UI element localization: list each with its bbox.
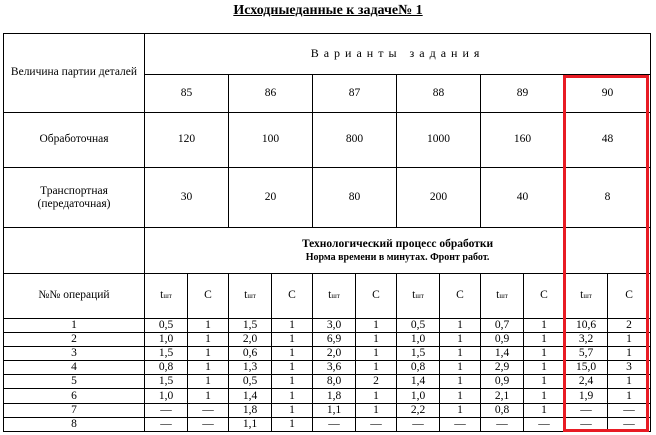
- t-value-cell: 0,8: [481, 403, 524, 417]
- processing-label: Обработочная: [4, 112, 145, 167]
- t-value-cell: —: [313, 417, 356, 431]
- c-value-cell: 1: [188, 332, 229, 346]
- t-value-cell: 5,7: [565, 346, 608, 360]
- c-value-cell: 1: [524, 346, 565, 360]
- t-header: tшт: [313, 273, 356, 318]
- c-header: С: [524, 273, 565, 318]
- c-header: С: [608, 273, 651, 318]
- c-value-cell: 1: [356, 389, 397, 403]
- c-value-cell: 1: [272, 375, 313, 389]
- variant-number: 85: [145, 74, 229, 112]
- c-value-cell: 1: [188, 389, 229, 403]
- t-value-cell: 1,0: [397, 332, 440, 346]
- c-value-cell: 1: [356, 361, 397, 375]
- t-value-cell: 2,4: [565, 375, 608, 389]
- c-header: С: [272, 273, 313, 318]
- operation-number: 1: [4, 318, 145, 332]
- c-value-cell: 1: [608, 389, 651, 403]
- t-value-cell: 1,5: [397, 346, 440, 360]
- operation-number: 6: [4, 389, 145, 403]
- operation-number: 4: [4, 361, 145, 375]
- c-value-cell: —: [356, 417, 397, 431]
- operation-number: 8: [4, 417, 145, 431]
- c-value-cell: 1: [272, 403, 313, 417]
- transport-value: 200: [397, 167, 481, 228]
- c-value-cell: 3: [608, 361, 651, 375]
- c-value-cell: 1: [524, 389, 565, 403]
- c-value-cell: 1: [188, 361, 229, 375]
- c-value-cell: 1: [524, 361, 565, 375]
- ops-header-row: [4, 273, 651, 318]
- t-value-cell: 3,2: [565, 332, 608, 346]
- operations-body: [4, 318, 651, 431]
- process-description: [145, 228, 651, 274]
- t-value-cell: 1,1: [229, 417, 272, 431]
- t-header: tшт: [481, 273, 524, 318]
- c-value-cell: 1: [440, 318, 481, 332]
- c-value-cell: 1: [356, 332, 397, 346]
- source-data-table: [3, 33, 651, 432]
- t-value-cell: —: [565, 417, 608, 431]
- t-value-cell: 0,5: [145, 318, 188, 332]
- t-value-cell: 1,4: [397, 375, 440, 389]
- c-value-cell: —: [524, 417, 565, 431]
- t-value-cell: —: [145, 417, 188, 431]
- c-value-cell: 1: [524, 318, 565, 332]
- t-header: tшт: [145, 273, 188, 318]
- process-blank-cell: [4, 228, 145, 274]
- t-value-cell: 0,5: [229, 375, 272, 389]
- batch-size-header: Величина партии деталей: [4, 34, 145, 113]
- c-header: С: [440, 273, 481, 318]
- t-value-cell: 0,6: [229, 346, 272, 360]
- transport-label-line2: (передаточная): [37, 197, 111, 210]
- c-value-cell: 1: [356, 318, 397, 332]
- t-value-cell: 6,9: [313, 332, 356, 346]
- table-row: [4, 346, 651, 360]
- t-value-cell: 2,2: [397, 403, 440, 417]
- c-value-cell: 1: [356, 346, 397, 360]
- c-value-cell: 1: [188, 318, 229, 332]
- t-value-cell: 0,7: [481, 318, 524, 332]
- c-value-cell: 1: [356, 403, 397, 417]
- c-value-cell: 1: [272, 332, 313, 346]
- operation-number: 2: [4, 332, 145, 346]
- t-value-cell: 8,0: [313, 375, 356, 389]
- c-value-cell: 1: [608, 346, 651, 360]
- t-value-cell: 2,0: [229, 332, 272, 346]
- t-value-cell: 2,1: [481, 389, 524, 403]
- c-value-cell: —: [608, 403, 651, 417]
- variant-number: 87: [313, 74, 397, 112]
- variant-number: 90: [565, 74, 651, 112]
- t-value-cell: 3,6: [313, 361, 356, 375]
- c-value-cell: 1: [524, 375, 565, 389]
- transport-value: 80: [313, 167, 397, 228]
- operation-number: 7: [4, 403, 145, 417]
- operation-number: 5: [4, 375, 145, 389]
- t-value-cell: 1,8: [229, 403, 272, 417]
- table-row: [4, 389, 651, 403]
- t-value-cell: 2,0: [313, 346, 356, 360]
- c-value-cell: 1: [524, 332, 565, 346]
- variant-number: 88: [397, 74, 481, 112]
- t-value-cell: 1,5: [145, 346, 188, 360]
- c-value-cell: 1: [608, 332, 651, 346]
- transport-value: 30: [145, 167, 229, 228]
- processing-value: 1000: [397, 112, 481, 167]
- table-row: [4, 375, 651, 389]
- t-header: tшт: [229, 273, 272, 318]
- t-value-cell: 1,1: [313, 403, 356, 417]
- t-value-cell: 10,6: [565, 318, 608, 332]
- t-value-cell: 0,8: [145, 361, 188, 375]
- page-title: Исходныеданные к задаче№ 1: [233, 3, 423, 18]
- c-value-cell: 2: [608, 318, 651, 332]
- t-value-cell: —: [145, 403, 188, 417]
- transport-value: 8: [565, 167, 651, 228]
- table-row: [4, 417, 651, 431]
- processing-row: [4, 112, 651, 167]
- t-value-cell: 1,0: [145, 332, 188, 346]
- t-header: tшт: [397, 273, 440, 318]
- t-value-cell: 1,8: [313, 389, 356, 403]
- c-value-cell: 1: [272, 346, 313, 360]
- processing-value: 120: [145, 112, 229, 167]
- variant-number: 89: [481, 74, 565, 112]
- processing-value: 100: [229, 112, 313, 167]
- t-value-cell: 1,0: [397, 389, 440, 403]
- transport-row: [4, 167, 651, 228]
- t-value-cell: 15,0: [565, 361, 608, 375]
- c-value-cell: 1: [440, 346, 481, 360]
- c-value-cell: 1: [440, 361, 481, 375]
- table-row: [4, 361, 651, 375]
- t-value-cell: 1,5: [229, 318, 272, 332]
- c-value-cell: 1: [188, 346, 229, 360]
- table-row: [4, 332, 651, 346]
- process-row: [4, 228, 651, 274]
- t-value-cell: 0,9: [481, 332, 524, 346]
- table-row: [4, 318, 651, 332]
- t-header: tшт: [565, 273, 608, 318]
- t-value-cell: 1,9: [565, 389, 608, 403]
- t-value-cell: 1,3: [229, 361, 272, 375]
- t-value-cell: 0,9: [481, 375, 524, 389]
- variants-header: Варианты задания: [145, 34, 651, 75]
- c-value-cell: —: [608, 417, 651, 431]
- c-value-cell: 1: [272, 389, 313, 403]
- t-value-cell: —: [481, 417, 524, 431]
- header-row-1: [4, 34, 651, 75]
- variant-number: 86: [229, 74, 313, 112]
- t-value-cell: 2,9: [481, 361, 524, 375]
- c-value-cell: 1: [440, 332, 481, 346]
- t-value-cell: 1,4: [229, 389, 272, 403]
- process-subtitle: Норма времени в минутах. Фронт работ.: [305, 251, 490, 263]
- c-value-cell: 1: [188, 375, 229, 389]
- c-value-cell: —: [440, 417, 481, 431]
- ops-number-header: №№ операций: [4, 273, 145, 318]
- t-value-cell: —: [397, 417, 440, 431]
- processing-value: 160: [481, 112, 565, 167]
- operation-number: 3: [4, 346, 145, 360]
- c-value-cell: 1: [272, 318, 313, 332]
- c-value-cell: 1: [272, 361, 313, 375]
- c-value-cell: 1: [440, 389, 481, 403]
- transport-value: 20: [229, 167, 313, 228]
- processing-value: 800: [313, 112, 397, 167]
- c-value-cell: 1: [272, 417, 313, 431]
- c-value-cell: —: [188, 403, 229, 417]
- t-value-cell: 3,0: [313, 318, 356, 332]
- processing-value: 48: [565, 112, 651, 167]
- t-value-cell: —: [565, 403, 608, 417]
- c-value-cell: 1: [524, 403, 565, 417]
- c-value-cell: 1: [440, 403, 481, 417]
- transport-label-line1: Транспортная: [40, 184, 108, 197]
- process-title: Технологический процесс обработки: [301, 237, 494, 250]
- transport-value: 40: [481, 167, 565, 228]
- t-value-cell: 1,4: [481, 346, 524, 360]
- c-header: С: [356, 273, 397, 318]
- t-value-cell: 0,5: [397, 318, 440, 332]
- c-value-cell: —: [188, 417, 229, 431]
- table-row: [4, 403, 651, 417]
- t-value-cell: 1,0: [145, 389, 188, 403]
- c-value-cell: 1: [440, 375, 481, 389]
- t-value-cell: 1,5: [145, 375, 188, 389]
- c-value-cell: 1: [608, 375, 651, 389]
- transport-label: [4, 167, 145, 228]
- c-value-cell: 2: [356, 375, 397, 389]
- t-value-cell: 0,8: [397, 361, 440, 375]
- c-header: С: [188, 273, 229, 318]
